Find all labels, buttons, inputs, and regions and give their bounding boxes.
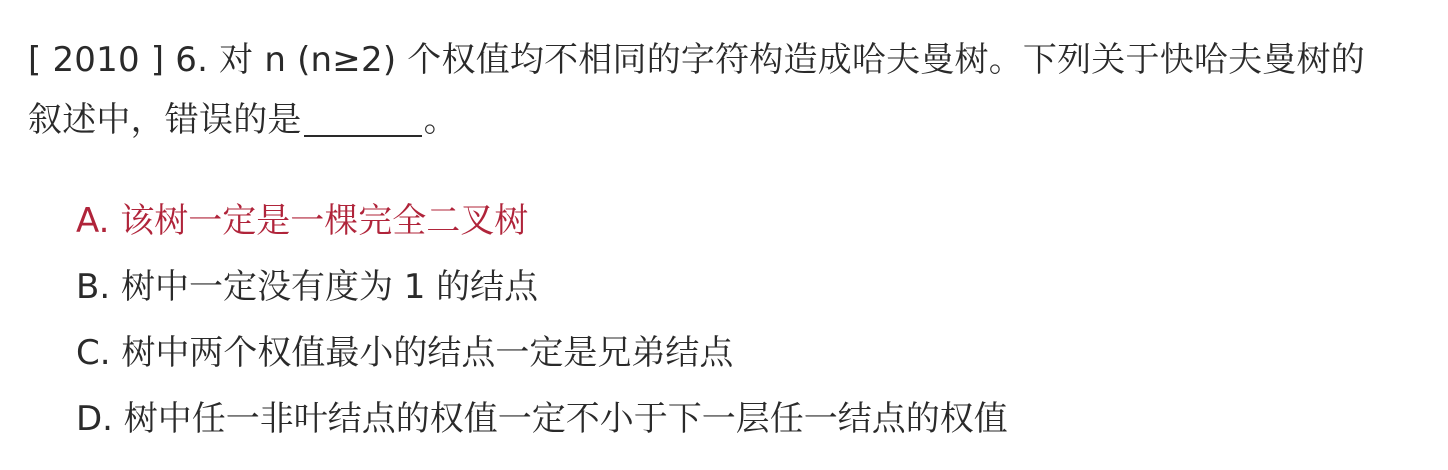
option-c[interactable]: C. 树中两个权值最小的结点一定是兄弟结点 [76,333,734,373]
question-line-1: [ 2010 ] 6. 对 n (n≥2) 个权值均不相同的字符构造成哈夫曼树。下列关于快哈夫曼树的 [28,40,1365,80]
answer-options [76,188,1416,452]
option-b[interactable]: B. 树中一定没有度为 1 的结点 [76,267,539,307]
answer-blank [304,99,422,137]
option-d[interactable]: D. 树中任一非叶结点的权值一定不小于下一层任一结点的权值 [76,399,1008,439]
question-line-2 [28,90,1428,150]
question-text [28,30,1428,150]
question-line-2-end: 。 [423,100,458,140]
option-a[interactable]: A. 该树一定是一棵完全二叉树 [76,201,529,241]
question-line-2-text: 叙述中，错误的是 [28,100,302,140]
